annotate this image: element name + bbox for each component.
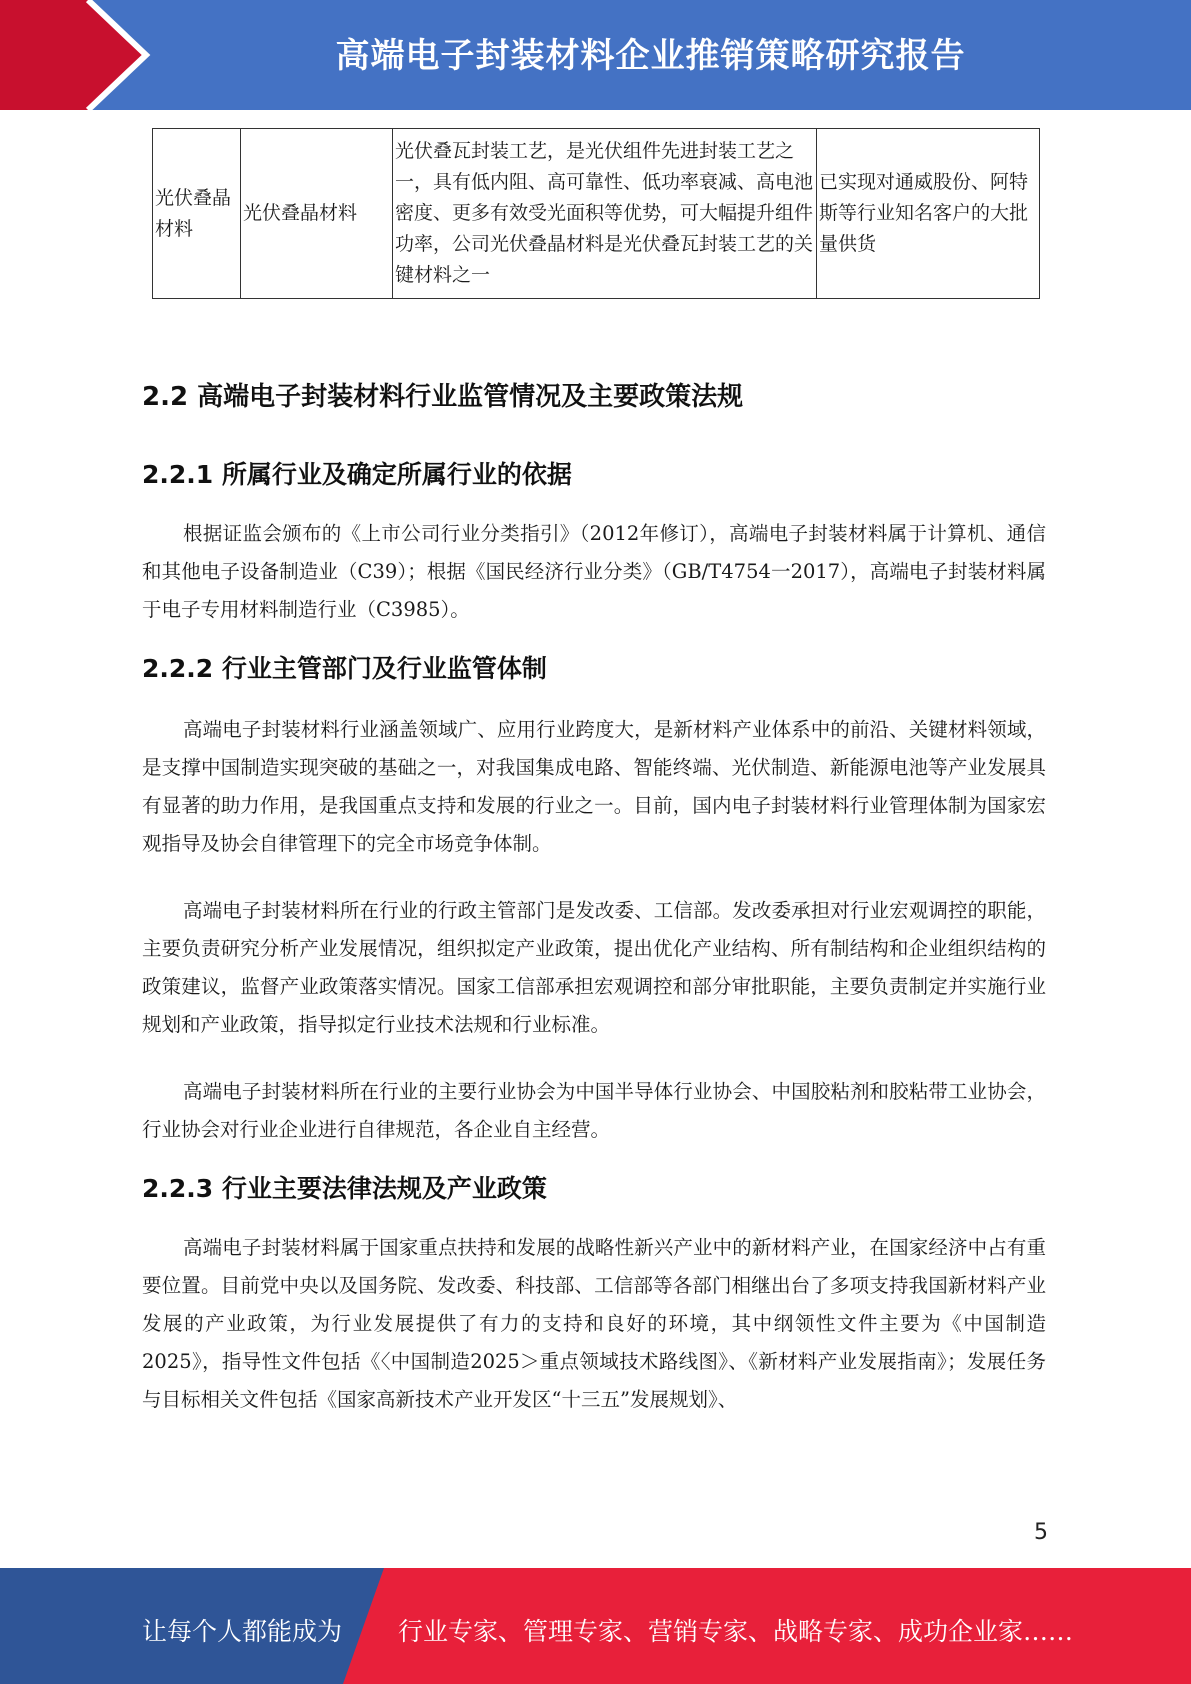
page-header: [0, 0, 1191, 110]
paragraph: 高端电子封装材料所在行业的主要行业协会为中国半导体行业协会、中国胶粘剂和胶粘带工业协会，行业协会对行业企业进行自律规范，各企业自主经营。: [142, 1080, 1046, 1141]
table-cell-customers: 已实现对通威股份、阿特斯等行业知名客户的大批量供货: [817, 129, 1040, 299]
table-cell-description: 光伏叠瓦封装工艺，是光伏组件先进封装工艺之一，具有低内阻、高可靠性、低功率衰减、高电池密度、更多有效受光面积等优势，可大幅提升组件功率，公司光伏叠晶材料是光伏叠瓦封装工艺的关键材料之一: [393, 129, 817, 299]
page-number: 5: [1034, 1520, 1048, 1545]
paragraph: 高端电子封装材料属于国家重点扶持和发展的战略性新兴产业中的新材料产业，在国家经济中占有重要位置。目前党中央以及国务院、发改委、科技部、工信部等各部门相继出台了多项支持我国新材料产业发展的产业政策，为行业发展提供了有力的支持和良好的环境，其中纲领性文件主要为《中国制造2025》，指导性文件包括《〈中国制造2025＞重点领域技术路线图》、《新材料产业发展指南》；发展任务与目标相关文件包括《国家高新技术产业开发区“十三五”发展规划》、: [142, 1236, 1046, 1411]
paragraph: 高端电子封装材料行业涵盖领域广、应用行业跨度大，是新材料产业体系中的前沿、关键材料领域，是支撑中国制造实现突破的基础之一，对我国集成电路、智能终端、光伏制造、新能源电池等产业发展具有显著的助力作用，是我国重点支持和发展的行业之一。目前，国内电子封装材料行业管理体制为国家宏观指导及协会自律管理下的完全市场竞争体制。: [142, 718, 1046, 855]
product-table: [152, 128, 1040, 299]
page-footer: [0, 1568, 1191, 1684]
footer-slogan-right: 行业专家、管理专家、营销专家、战略专家、成功企业家……: [398, 1617, 1074, 1646]
footer-slogan-left: 让每个人都能成为: [142, 1617, 343, 1646]
section-heading-2-2: 2.2 高端电子封装材料行业监管情况及主要政策法规: [142, 382, 744, 412]
paragraph: 根据证监会颁布的《上市公司行业分类指引》（2012年修订），高端电子封装材料属于计算机、通信和其他电子设备制造业（C39）；根据《国民经济行业分类》（GB/T4754一2017），高端电子封装材料属于电子专用材料制造行业（C3985）。: [142, 522, 1046, 621]
section-heading-2-2-2: 2.2.2 行业主管部门及行业监管体制: [142, 654, 547, 683]
table-cell-product: 光伏叠晶材料: [241, 129, 393, 299]
report-title: 高端电子封装材料企业推销策略研究报告: [335, 36, 966, 76]
section-heading-2-2-1: 2.2.1 所属行业及确定所属行业的依据: [142, 460, 572, 489]
paragraph: 高端电子封装材料所在行业的行政主管部门是发改委、工信部。发改委承担对行业宏观调控的职能，主要负责研究分析产业发展情况，组织拟定产业政策，提出优化产业结构、所有制结构和企业组织结构的政策建议，监督产业政策落实情况。国家工信部承担宏观调控和部分审批职能，主要负责制定并实施行业规划和产业政策，指导拟定行业技术法规和行业标准。: [142, 899, 1046, 1036]
table-row: [153, 129, 1040, 299]
table-cell-category: 光伏叠晶材料: [153, 129, 241, 299]
section-heading-2-2-3: 2.2.3 行业主要法律法规及产业政策: [142, 1174, 547, 1203]
document-body: [142, 370, 1046, 1419]
